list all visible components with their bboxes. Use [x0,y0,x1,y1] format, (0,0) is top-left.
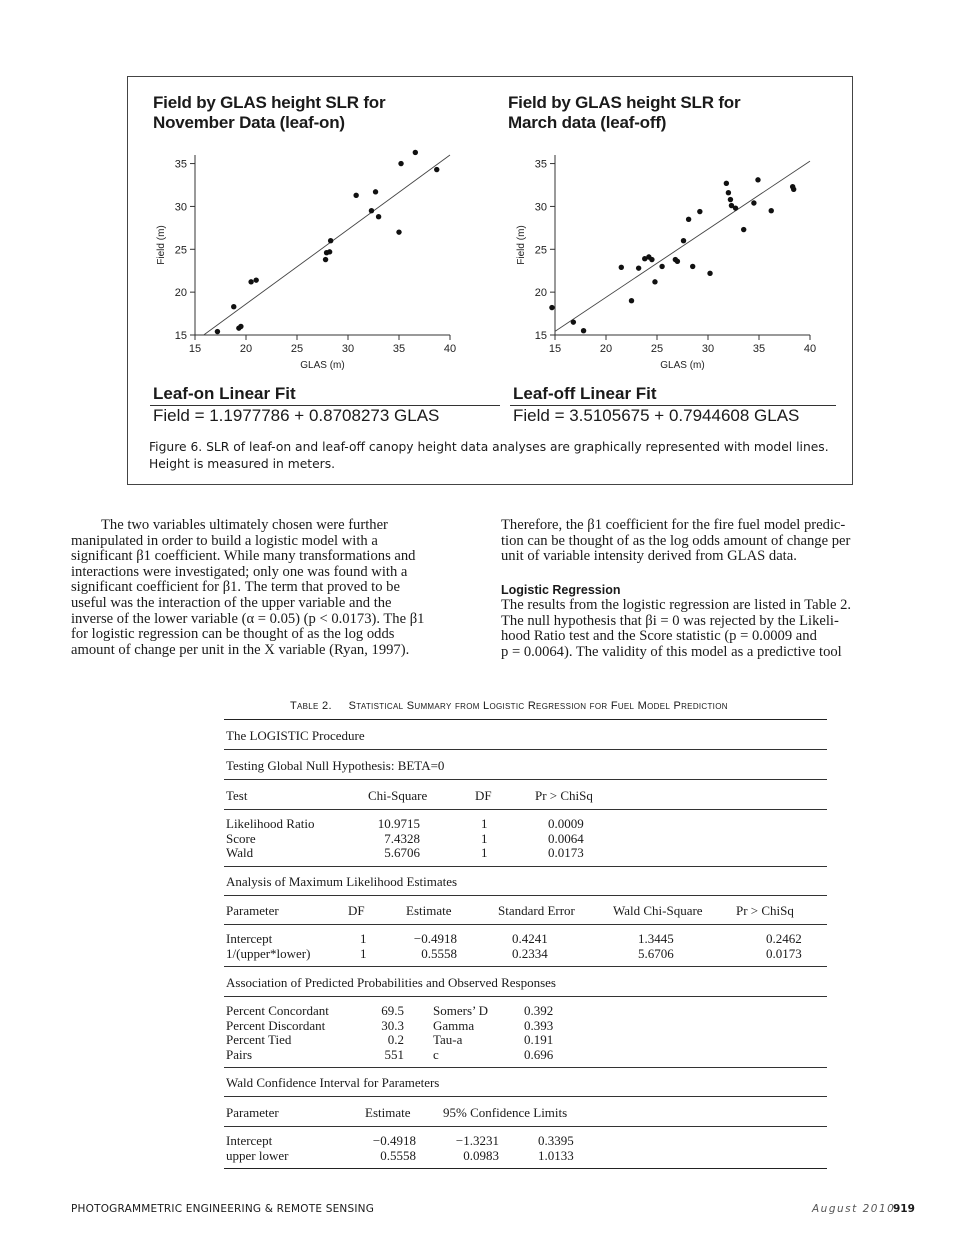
y-tick-label: 15 [174,330,187,342]
assoc-title: Association of Predicted Probabilities and Observed Responses [226,975,556,990]
col-header-wald-chi-square: Wald Chi-Square [613,903,703,918]
col-header-parameter: Parameter [226,903,279,918]
data-point [549,305,554,310]
x-axis-label: GLAS (m) [300,360,345,371]
data-point [248,279,253,284]
body-line: The two variables ultimately chosen were further [101,517,388,533]
ci-row-upper-limit: 0.3395 1.0133 [538,1133,574,1163]
left-plot-title [153,93,385,133]
page-number: 919 [893,1203,915,1215]
y-tick-label: 30 [534,201,547,214]
body-line: significant coefficient for β1. The term that proved to be [71,579,400,596]
mle-row-standard-error: 0.4241 0.2334 [512,931,548,961]
body-line: The null hypothesis that βi = 0 was rejected by the Likeli- [501,612,839,629]
data-point [724,181,729,186]
leaf-on-fit-equation: Field = 1.1977786 + 0.8708273 GLAS [153,406,440,425]
data-point [697,209,702,214]
data-point [675,259,680,264]
col-header-df: DF [348,903,365,918]
col-header-estimate: Estimate [365,1105,411,1120]
table-rule [224,1168,827,1169]
y-tick-label: 35 [174,158,187,171]
table-caption-text: Statistical Summary from Logistic Regression for Fuel Model Prediction [348,700,728,712]
data-point [690,264,695,269]
body-line: Therefore, the β1 coefficient for the fire fuel model predic- [501,517,846,533]
data-point [652,279,657,284]
col-header-chi-square: Chi-Square [368,788,428,803]
table-rule [224,966,827,967]
data-point [328,238,333,243]
mle-row-estimate: −0.4918 0.5558 [413,931,457,961]
ci-row-parameter: Intercept upper lower [226,1133,289,1163]
null-test-title: Testing Global Null Hypothesis: BETA=0 [226,758,445,773]
data-point [581,328,586,333]
col-header-pr-chisq: Pr > ChiSq [736,903,794,918]
col-header-pr-chisq: Pr > ChiSq [535,788,593,803]
null-row-pr: 0.0009 0.0064 0.0173 [548,816,584,860]
assoc-row-label: Percent Concordant Percent Discordant Percent Tied Pairs [226,1003,329,1062]
mle-row-df: 1 1 [360,931,367,961]
x-tick-label: 15 [548,343,562,355]
figure-caption-label: Figure 6. [149,440,203,454]
data-point [254,277,259,282]
data-point [726,190,731,195]
body-line: interactions were investigated; only one was found with a [71,563,408,580]
body-line: tion can be thought of as the log odds amount of change per [501,532,851,549]
table-rule [224,895,827,896]
right-plot-title-line2: March data (leaf-off) [508,113,667,132]
x-axis-label: GLAS (m) [660,360,705,371]
x-tick-label: 15 [188,343,202,355]
mle-title: Analysis of Maximum Likelihood Estimates [226,874,458,889]
table-rule [224,1126,827,1127]
left-plot-title-line2: November Data (leaf-on) [153,113,345,132]
data-point [413,150,418,155]
mle-row-pr: 0.2462 0.0173 [766,931,802,961]
data-point [791,187,796,192]
right-plot-title-line1: Field by GLAS height SLR for [508,93,741,112]
null-row-df: 1 1 1 [481,816,488,860]
figure-caption-abbrev: SLR [206,440,230,454]
y-tick-label: 20 [534,287,547,300]
data-point [741,227,746,232]
figure-caption-text: of leaf-on and leaf-off canopy height data analyses are graphically represented with model lines. Height is measured in meters. [149,440,829,471]
table-rule [224,749,827,750]
y-axis-label: Field (m) [516,225,527,265]
x-tick-label: 30 [341,343,355,355]
body-line: The results from the logistic regression are listed in Table 2. [501,597,852,613]
data-point [751,200,756,205]
col-header-df: DF [475,788,492,803]
right-column-text-bottom [501,598,911,660]
mle-row-parameter: Intercept 1/(upper*lower) [226,931,311,961]
data-point [571,319,576,324]
x-tick-label: 35 [392,343,406,355]
data-point [327,249,332,254]
data-point [398,161,403,166]
y-tick-label: 35 [534,158,547,171]
data-point [707,271,712,276]
data-point [755,177,760,182]
table-rule [224,996,827,997]
col-header-test: Test [226,788,248,803]
regression-line [555,161,810,331]
col-header-estimate: Estimate [406,903,452,918]
data-point [636,265,641,270]
ci-title: Wald Confidence Interval for Parameters [226,1075,440,1090]
data-point [434,167,439,172]
ci-row-estimate: −0.4918 0.5558 [372,1133,416,1163]
table-rule [224,809,827,810]
leaf-on-scatter-chart [150,145,470,375]
x-tick-label: 35 [752,343,766,355]
table-rule [224,1067,827,1068]
body-line: unit of variable intensity derived from GLAS data. [501,548,797,565]
table-caption-label: Table 2. [290,700,332,712]
table-rule [224,1096,827,1097]
col-header-parameter: Parameter [226,1105,279,1120]
data-point [231,304,236,309]
y-tick-label: 20 [174,287,187,300]
x-tick-label: 20 [599,343,613,355]
body-line: hood Ratio test and the Score statistic (p = 0.0009 and [501,628,817,645]
data-point [629,298,634,303]
data-point [238,324,243,329]
y-axis-label: Field (m) [156,225,167,265]
left-column-text [71,518,471,658]
data-point [396,229,401,234]
body-line: inverse of the lower variable (α = 0.05) (p < 0.0173). The β1 [71,610,425,627]
left-plot-title-line1: Field by GLAS height SLR for [153,93,386,112]
data-point [681,238,686,243]
assoc-row-stat-value: 0.392 0.393 0.191 0.696 [524,1003,554,1062]
x-tick-label: 25 [650,343,664,355]
table-rule [224,866,827,867]
regression-line [204,155,450,335]
body-line: useful was the interaction of the upper variable and the [71,594,392,611]
data-point [733,205,738,210]
y-tick-label: 15 [534,330,547,342]
leaf-off-fit-equation: Field = 3.5105675 + 0.7944608 GLAS [513,406,800,425]
leaf-on-fit-title: Leaf-on Linear Fit [153,384,296,403]
body-line: p = 0.0064). The validity of this model as a predictive tool [501,643,842,660]
x-tick-label: 25 [290,343,304,355]
table-rule [224,719,827,720]
leaf-off-fit-title: Leaf-off Linear Fit [513,384,657,403]
procedure-title: The LOGISTIC Procedure [226,728,365,743]
data-point [769,208,774,213]
x-tick-label: 40 [803,343,817,355]
data-point [373,189,378,194]
data-point [686,217,691,222]
data-point [659,264,664,269]
data-point [376,214,381,219]
right-plot-title [508,93,740,133]
data-point [323,257,328,262]
mle-row-wald-chi-square: 1.3445 5.6706 [638,931,674,961]
journal-name: PHOTOGRAMMETRIC ENGINEERING & REMOTE SENSING [71,1203,375,1215]
assoc-row-stat-label: Somers’ D Gamma Tau-a c [433,1003,489,1062]
body-line: significant β1 coefficient. While many transformations and [71,548,416,565]
y-tick-label: 25 [534,244,547,257]
leaf-off-scatter-chart [510,145,830,375]
body-line: manipulated in order to build a logistic model with a [71,532,378,549]
data-point [215,329,220,334]
y-tick-label: 25 [174,244,187,257]
col-header-confidence-limits: 95% Confidence Limits [443,1105,568,1120]
x-tick-label: 40 [443,343,457,355]
null-row-chi-square: 10.9715 7.4328 5.6706 [377,816,420,860]
figure-caption [149,439,834,473]
table-rule [224,924,827,925]
y-tick-label: 30 [174,201,187,214]
right-column-text-top [501,518,911,565]
table-rule [224,779,827,780]
x-tick-label: 20 [239,343,253,355]
data-point [649,257,654,262]
null-row-label: Likelihood Ratio Score Wald [226,816,315,860]
logistic-regression-subhead: Logistic Regression [501,583,621,597]
col-header-standard-error: Standard Error [498,903,575,918]
issue-date: August 2010 [812,1203,896,1215]
data-point [619,265,624,270]
data-point [353,193,358,198]
ci-row-lower-limit: −1.3231 0.0983 [455,1133,499,1163]
x-tick-label: 30 [701,343,715,355]
body-line: amount of change per unit in the X variable (Ryan, 1997). [71,641,410,658]
body-line: for logistic regression can be thought of as the log odds [71,626,395,643]
data-point [369,208,374,213]
data-point [728,197,733,202]
assoc-row-value: 69.5 30.3 0.2 551 [381,1003,404,1062]
table-caption [290,700,728,712]
